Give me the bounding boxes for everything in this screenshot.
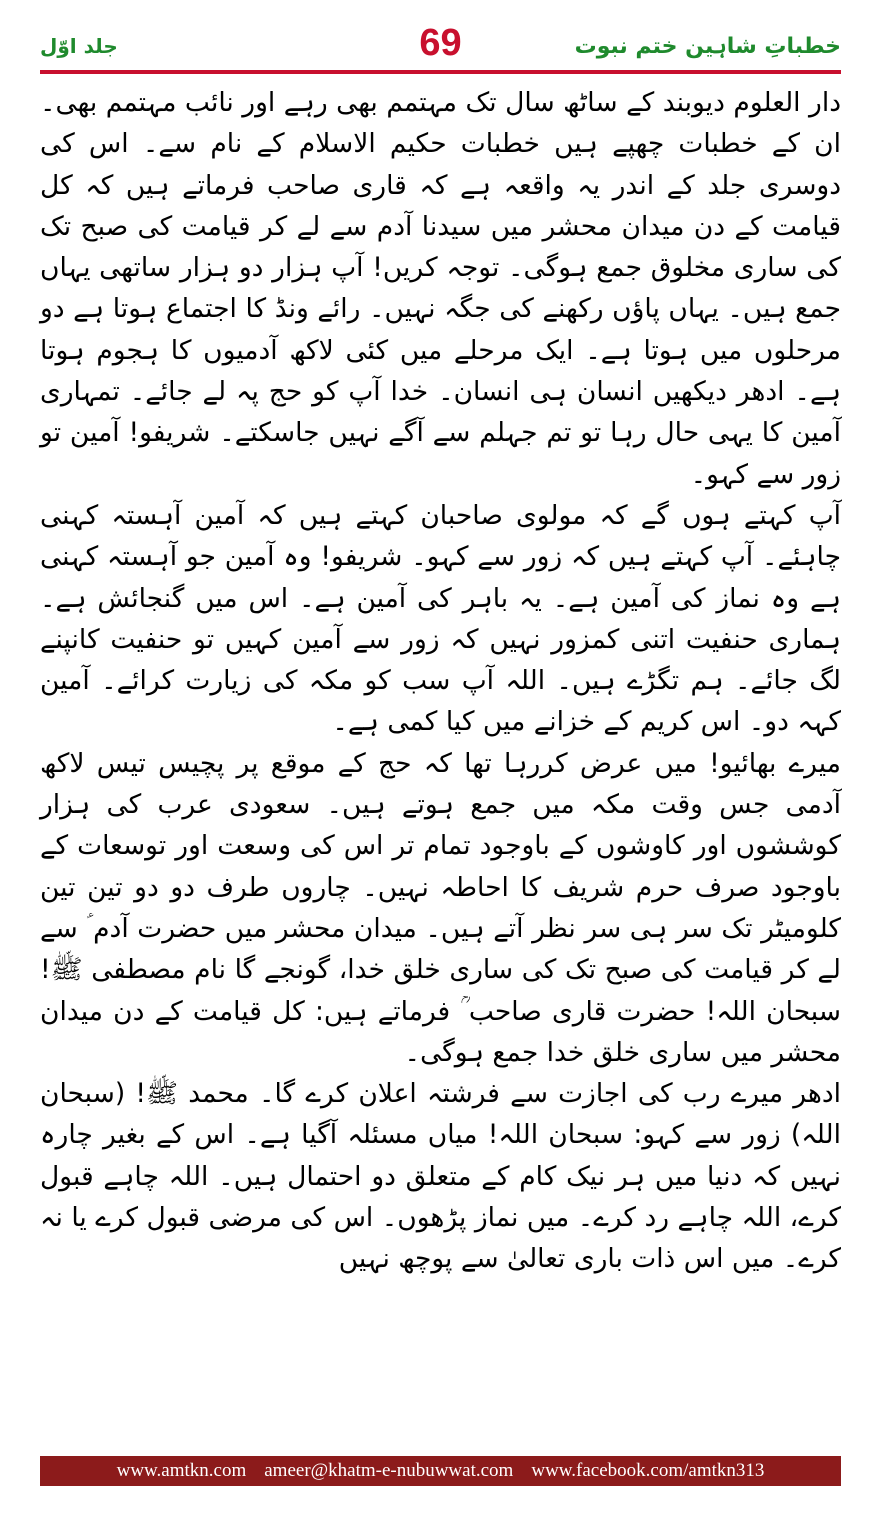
website-link[interactable]: www.amtkn.com [116,1460,247,1481]
volume-label: جلد اوّل [40,34,118,58]
paragraph-2: آپ کہتے ہوں گے کہ مولوی صاحبان کہتے ہیں کہ آمین آہستہ کہنی چاہئے۔ آپ کہتے ہیں کہ زور سے کہو۔ شریفو! وہ آمین جو آہستہ کہنی ہے وہ نماز کی آمین ہے۔ یہ باہر کی آمین ہے۔ اس میں گنجائش ہے۔ ہماری حنفیت اتنی کمزور نہیں کہ زور سے آمین کہیں تو حنفیت کانپنے لگ جائے۔ ہم تگڑے ہیں۔ اللہ آپ سب کو مکہ کی زیارت کرائے۔ آمین کہہ دو۔ اس کریم کے خزانے میں کیا کمی ہے۔ [40,499,841,738]
page-footer [40,1456,841,1486]
paragraph-4: ادھر میرے رب کی اجازت سے فرشتہ اعلان کرے گا۔ محمد ﷺ! (سبحان اللہ) زور سے کہو: سبحان اللہ! میاں مسئلہ آگیا ہے۔ اس کے بغیر چارہ نہیں کہ دنیا میں ہر نیک کام کے متعلق دو احتمال ہیں۔ اللہ چاہے قبول کرے، اللہ چاہے رد کرے۔ میں نماز پڑھوں۔ اس کی مرضی قبول کرے یا نہ کرے۔ میں اس ذات باری تعالیٰ سے پوچھ نہیں [40,1078,841,1275]
facebook-link[interactable]: www.facebook.com/amtkn313 [531,1460,765,1481]
page-header [40,18,841,76]
page-number: 69 [419,22,462,64]
email-link[interactable]: ameer@khatm-e-nubuwwat.com [264,1460,514,1481]
header-divider [40,70,841,74]
paragraph-3: میرے بھائیو! میں عرض کررہا تھا کہ حج کے موقع پر پچیس تیس لاکھ آدمی جس وقت مکہ میں جمع ہوتے ہیں۔ سعودی عرب کی ہزار کوششوں اور کاوشوں کے باوجود تمام تر اس کی وسعت اور توسعات کے باوجود صرف حرم شریف کا احاطہ نہیں۔ چاروں طرف دو دو تین تین کلومیٹر تک سر ہی سر نظر آتے ہیں۔ میدان محشر میں حضرت آدم ؑ سے لے کر قیامت کی صبح تک کی ساری خلق خدا، گونجے گا نام مصطفی ﷺ! سبحان اللہ! حضرت قاری صاحب ؒ فرماتے ہیں: کل قیامت کے دن میدان محشر میں ساری خلق خدا جمع ہوگی۔ [40,747,841,1068]
book-title: خطباتِ شاہین ختم نبوت [574,34,841,59]
paragraph-1: دار العلوم دیوبند کے ساٹھ سال تک مہتمم بھی رہے اور نائب مہتمم بھی۔ ان کے خطبات چھپے ہیں خطبات حکیم الاسلام کے نام سے۔ اس کی دوسری جلد کے اندر یہ واقعہ ہے کہ قاری صاحب فرماتے ہیں کہ کل قیامت کے دن میدان محشر میں سیدنا آدم سے لے کر قیامت کی صبح تک کی ساری مخلوق جمع ہوگی۔ توجہ کریں! آپ ہزار دو ہزار ساتھی یہاں جمع ہیں۔ یہاں پاؤں رکھنے کی جگہ نہیں۔ رائے ونڈ کا اجتماع ہوتا ہے دو مرحلوں میں ہوتا ہے۔ ایک مرحلے میں کئی لاکھ آدمیوں کا ہجوم ہوتا ہے۔ ادھر دیکھیں انسان ہی انسان۔ خدا آپ کو حج پہ لے جائے۔ تمہاری آمین کا یہی حال رہا تو تم جہلم سے آگے نہیں جاسکتے۔ شریفو! آمین تو زور سے کہو۔ [40,87,841,490]
page-body [40,82,841,1280]
